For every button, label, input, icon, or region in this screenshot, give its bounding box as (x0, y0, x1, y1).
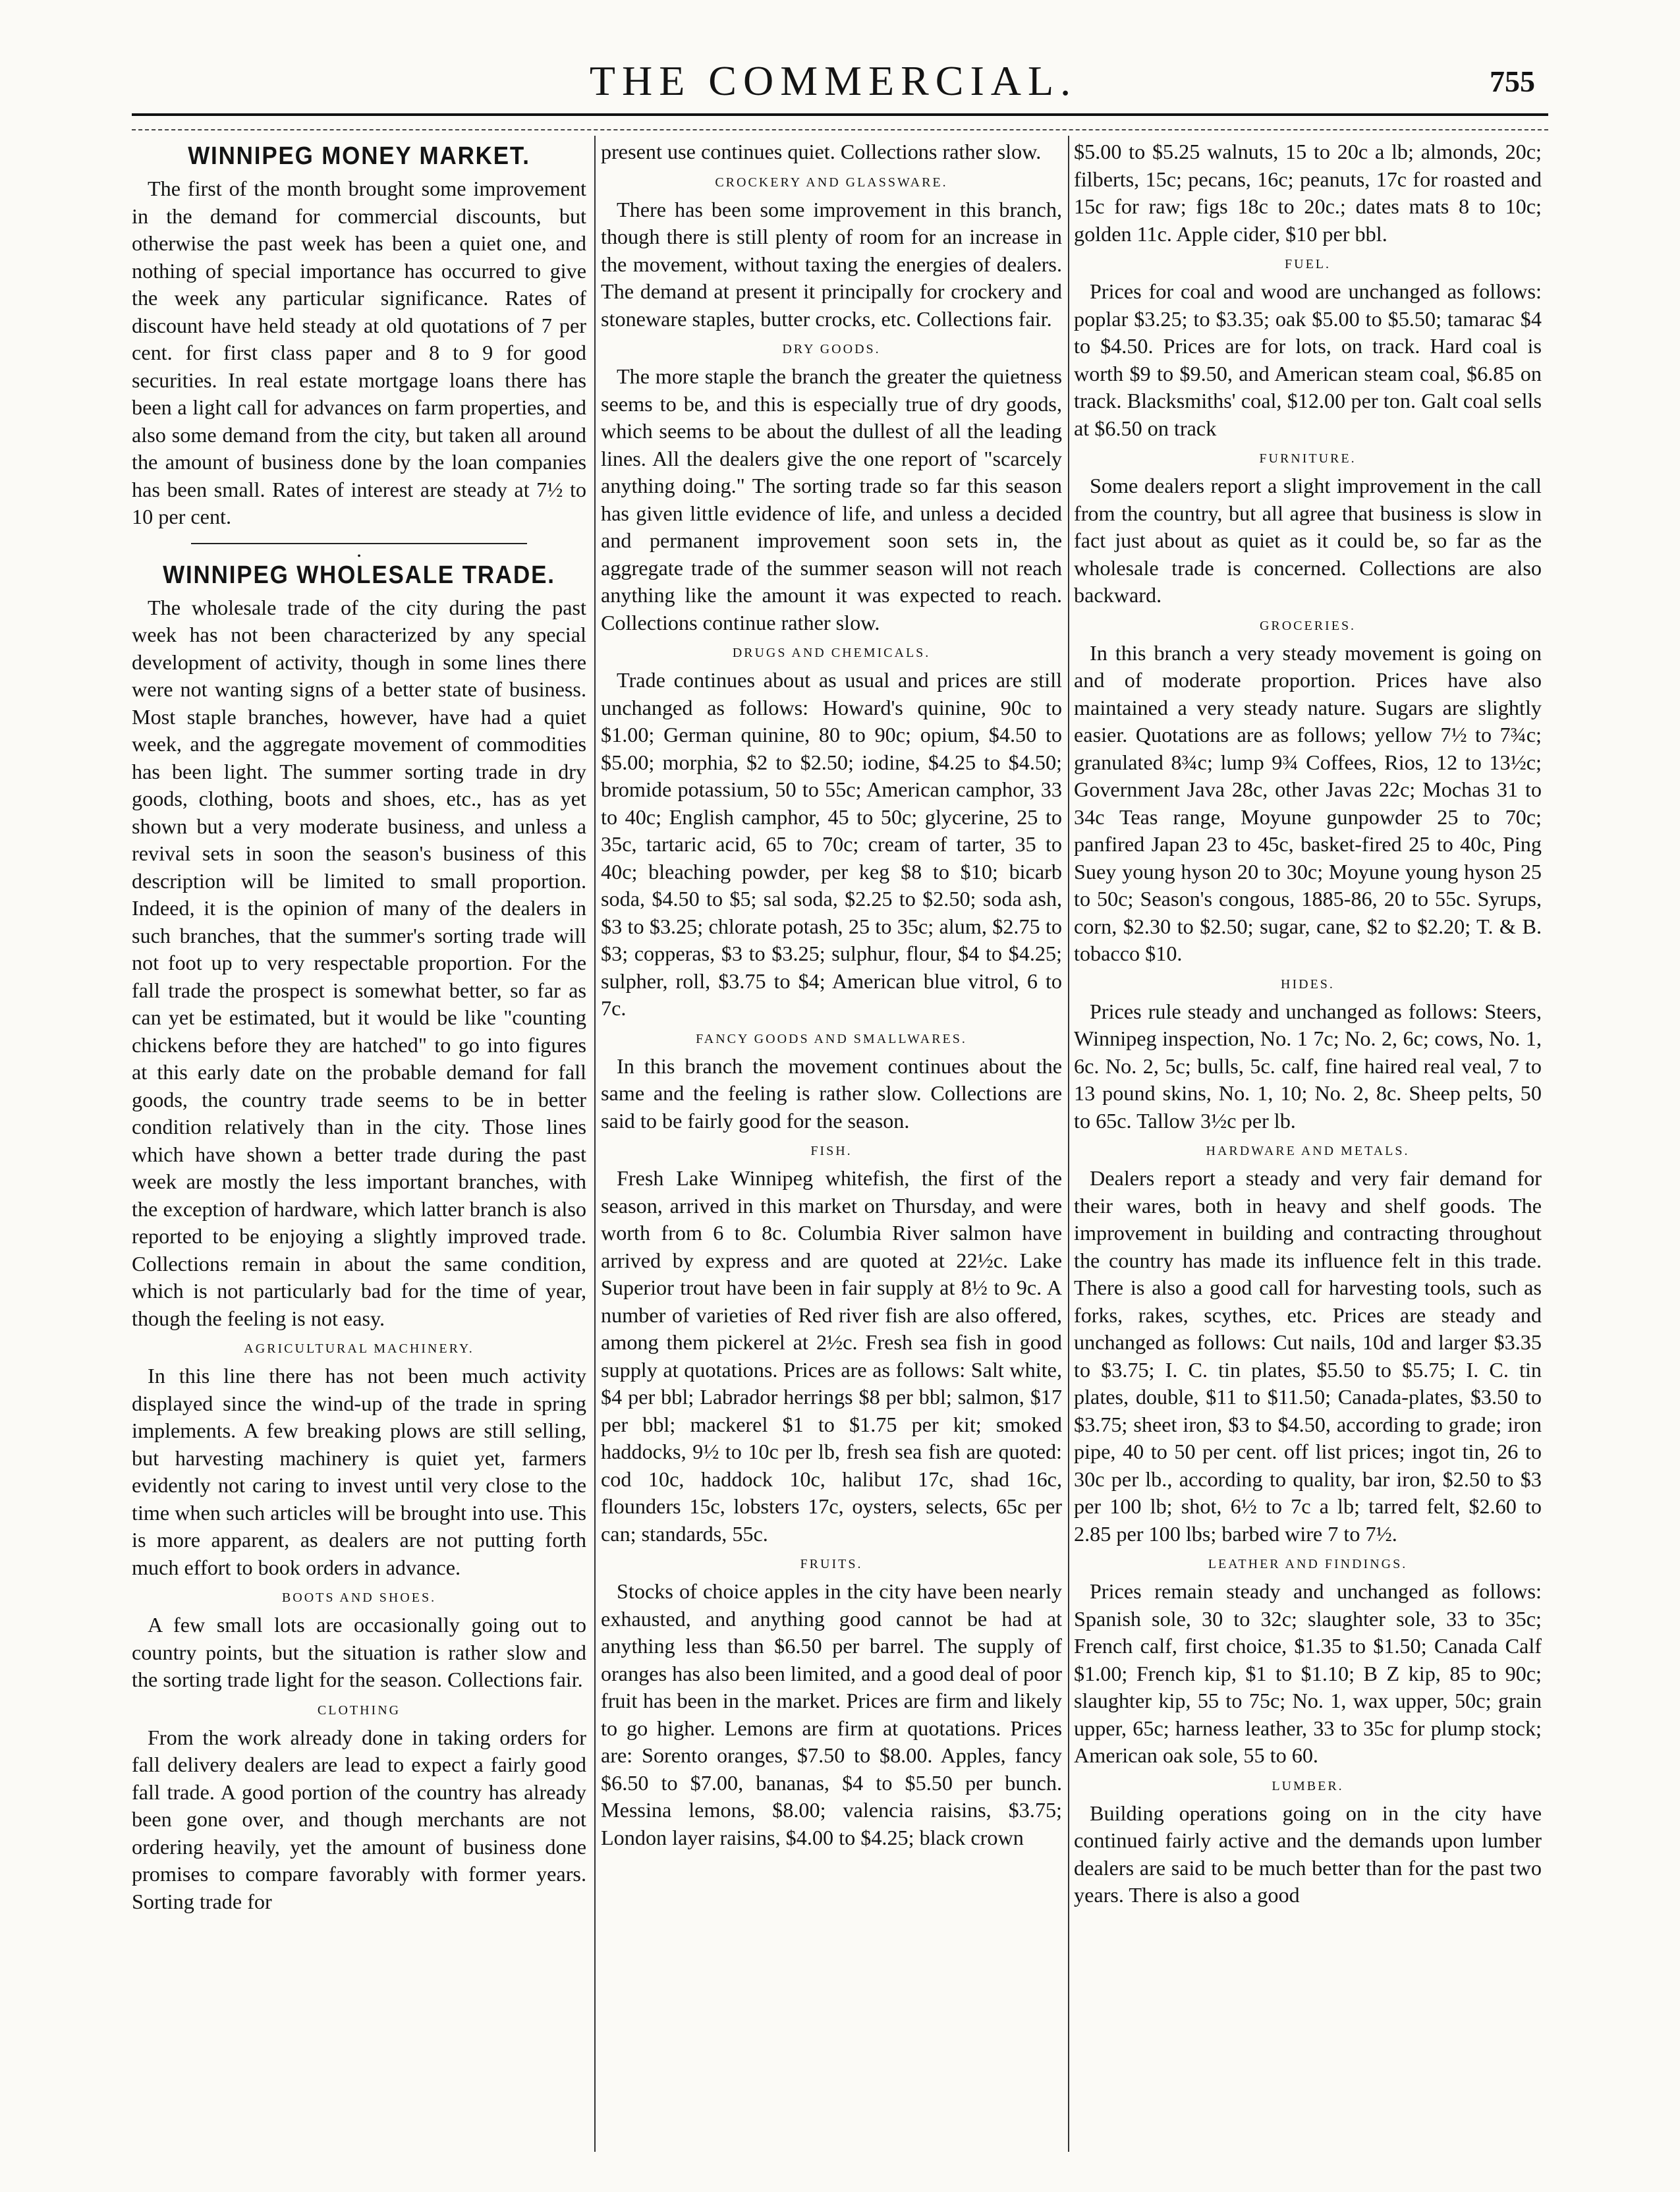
article-drugs: Trade continues about as usual and prices are still unchanged as follows: Howard's quinine, 90c to $1.00; German quinine, 80 to 90c; opium, $4.50 to $5.00; morphia, $2 to $2.50; iodine, $4.25 to $4.50; bromide potassium, 50 to 55c; American camphor, 33 to 40c; English camphor, 45 to 50c; glycerine, 25 to 35c, tartaric acid, 65 to 70c; cream of tarter, 35 to 40c; bleaching powder, per keg $8 to $10; bicarb soda, $4.50 to $5; sal soda, $2.25 to $2.50; soda ash, $3 to $3.25; chlorate potash, 25 to 35c; alum, $2.75 to $3; copperas, $3 to $3.25; sulphur, flour, $4 to $4.25; sulpher, roll, $3.75 to $4; American blue vitrol, 6 to 7c. (601, 668, 1062, 1020)
subheading-groceries: GROCERIES. (1259, 618, 1357, 633)
page-number: 755 (1490, 65, 1535, 98)
article-lumber: Building operations going on in the city have continued fairly active and the demands upon lumber dealers are said to be much better than for the past two years. There is also a good (1074, 1801, 1542, 1907)
column-divider (594, 136, 596, 2152)
section-separator (132, 539, 586, 562)
article-fruits-continued: $5.00 to $5.25 walnuts, 15 to 20c a lb; almonds, 20c; filberts, 15c; pecans, 16c; peanuts, 17c for roasted and 15c for raw; figs 18c to 20c.; dates mats 8 to 10c; golden 11c. Apple cider, $10 per bbl. (1074, 140, 1542, 246)
column-2 (601, 138, 1062, 2154)
header-rule (132, 113, 1548, 116)
article-boots-shoes: A few small lots are occasionally going out to country points, but the situation is rather slow and the sorting trade light for the season. Collections fair. (132, 1613, 586, 1691)
subheading-fuel: FUEL. (1285, 257, 1331, 271)
article-hides: Prices rule steady and unchanged as follows: Steers, Winnipeg inspection, No. 1 7c; No. 2, 6c; cows, No. 1, 6c. No. 2, 5c; bulls, 5c. calf, fine haired real veal, 7 to 13 pound skins, No. 1, 10; No. 2, 8c. Sheep pelts, 50 to 65c. Tallow 3½c per lb. (1074, 999, 1542, 1133)
subheading-boots-shoes: BOOTS AND SHOES. (281, 1590, 437, 1605)
subheading-crockery: CROCKERY AND GLASSWARE. (715, 175, 948, 190)
subheading-agricultural-machinery: AGRICULTURAL MACHINERY. (244, 1341, 474, 1356)
subheading-hardware: HARDWARE AND METALS. (1206, 1144, 1410, 1158)
masthead (132, 58, 1535, 104)
article-fruits: Stocks of choice apples in the city have been nearly exhausted, and anything good cannot be had at anything less than $6.50 per barrel. The supply of oranges has also been limited, and a good deal of poor fruit has been in the market. Prices are firm and likely to go higher. Lemons are firm at quotations. Prices are: Sorento oranges, $7.50 to $8.00. Apples, fancy $6.50 to $7.00, bananas, $4 to $5.50 per bunch. Messina lemons, $8.00; valencia raisins, $3.75; London layer raisins, $4.00 to $4.25; black crown (601, 1579, 1062, 1849)
subheading-dry-goods: DRY GOODS. (782, 342, 881, 356)
subheading-hides: HIDES. (1281, 976, 1335, 992)
article-fancy-goods: In this branch the movement continues about the same and the feeling is rather slow. Collections are said to be fairly good for the season. (601, 1054, 1062, 1133)
subheading-fancy-goods: FANCY GOODS AND SMALLWARES. (696, 1031, 967, 1046)
subheading-fruits: FRUITS. (800, 1557, 863, 1571)
article-clothing: From the work already done in taking orders for fall delivery dealers are lead to expect a fairly good fall trade. A good portion of the country has already been gone over, and though merchants are not ordering heavily, yet the amount of business done promises to compare favorably with former years. Sorting trade for (132, 1725, 586, 1913)
article-dry-goods: The more staple the branch the greater the quietness seems to be, and this is especially true of dry goods, which seems to be about the dullest of all the leading lines. All the dealers give the one report of "scarcely anything doing." The sorting trade so far this season has given little evidence of life, and unless a decided and permanent improvement soon sets in, the aggregate trade of the summer season will not reach anything like the amount it was expected to reach. Collections continue rather slow. (601, 364, 1062, 634)
heading-money-market: WINNIPEG MONEY MARKET. (188, 142, 530, 170)
subheading-lumber: LUMBER. (1272, 1778, 1344, 1793)
column-1 (132, 138, 586, 2154)
separator-ornament: • (354, 551, 364, 562)
article-fish: Fresh Lake Winnipeg whitefish, the first of the season, arrived in this market on Thursday, and were worth from 6 to 8c. Columbia River salmon have arrived by express and are quoted at 22½c. Lake Superior trout have been in fair supply at 8½ to 9c. A number of varieties of Red river fish are also offered, among them pickerel at 2½c. Fresh sea fish in good supply at quotations. Prices are as follows: Salt white, $4 per bbl; Labrador herrings $8 per bbl; salmon, $17 per bbl; mackerel $1 to $1.75 per kit; smoked haddocks, 9½ to 10c per lb, fresh sea fish are quoted: cod 10c, haddock 10c, halibut 17c, shad 16c, flounders 15c, lobsters 17c, oysters, selects, 65c per can; standards, 55c. (601, 1166, 1062, 1546)
subheading-clothing: CLOTHING (317, 1702, 401, 1718)
column-divider (1068, 136, 1069, 2152)
subheading-drugs: DRUGS AND CHEMICALS. (732, 646, 931, 660)
article-groceries: In this branch a very steady movement is going on and of moderate proportion. Prices have also maintained a very steady nature. Sugars are slightly easier. Quotations are as follows; yellow 7½ to 7¾c; granulated 8¾c; lump 9¾ Coffees, Rios, 12 to 13½c; Government Java 28c, other Javas 22c; Mochas 31 to 34c Teas range, Moyune gunpowder 25 to 70c; panfired Japan 23 to 45c, basket-fired 25 to 40c, Ping Suey young hyson 20 to 30c; Moyune young hyson 25 to 50c; Season's congous, 1885-86, 20 to 55c. Syrups, corn, $2.30 to $2.50; sugar, cane, $2 to $2.20; T. & B. tobacco $10. (1074, 640, 1542, 965)
article-money-market: The first of the month brought some improvement in the demand for commercial discounts, but otherwise the past week has been a quiet one, and nothing of special importance has occurred to give the week any particular significance. Rates of discount have held steady at old quotations of 7 per cent. for first class paper and 8 to 9 for good securities. In real estate mortgage loans there has been a light call for advances on farm properties, and also some demand from the city, but taken all around the amount of business done by the loan companies has been small. Rates of interest are steady at 7½ to 10 per cent. (132, 177, 586, 528)
header-dashed-rule (132, 129, 1548, 130)
article-clothing-continued: present use continues quiet. Collections rather slow. (601, 140, 1042, 163)
column-3 (1074, 138, 1542, 2154)
subheading-fish: FISH. (810, 1144, 853, 1158)
heading-wholesale-trade: WINNIPEG WHOLESALE TRADE. (163, 561, 555, 589)
article-crockery: There has been some improvement in this branch, though there is still plenty of room for an increase in the movement, without taxing the energies of dealers. The demand at present it principally for crockery and stoneware staples, butter crocks, etc. Collections fair. (601, 197, 1062, 331)
article-fuel: Prices for coal and wood are unchanged as follows: poplar $3.25; to $3.35; oak $5.00 to $5.50; tamarac $4 to $4.50. Prices are for lots, on track. Hard coal is worth $9 to $9.50, and American steam coal, $6.85 on track. Blacksmiths' coal, $12.00 per ton. Galt coal sells at $6.50 on track (1074, 279, 1542, 440)
article-agricultural-machinery: In this line there has not been much activity displayed since the wind-up of the trade in spring implements. A few breaking plows are still selling, but harvesting machinery is quiet yet, farmers evidently not caring to invest until very close to the time when such articles will be brought into use. This is more apparent, as dealers are not putting forth much effort to book orders in advance. (132, 1364, 586, 1579)
article-hardware: Dealers report a steady and very fair demand for their wares, both in heavy and shelf goods. The improvement in building and contracting throughout the country has made its influence felt in this trade. There is also a good call for harvesting tools, such as forks, rakes, scythes, etc. Prices are steady and unchanged as follows: Cut nails, 10d and larger $3.35 to $3.75; I. C. tin plates, $5.50 to $5.75; I. C. tin plates, double, $11 to $11.50; Canada-plates, $3.50 to $3.75; sheet iron, $3 to $4.50, according to grade; iron pipe, 40 to 50 per cent. off list prices; ingot tin, 26 to 30c per lb., according to quality, bar iron, $2.50 to $3 per 100 lb; shot, 6½ to 7c a lb; tarred felt, $2.60 to 2.85 per 100 lbs; barbed wire 7 to 7½. (1074, 1166, 1542, 1546)
newspaper-title: THE COMMERCIAL. (589, 57, 1078, 104)
article-wholesale-trade: The wholesale trade of the city during the past week has not been characterized by any special development of activity, though in some lines there were not wanting signs of a better state of business. Most staple branches, however, have had a quiet week, and the aggregate movement of commodities has been light. The summer sorting trade in dry goods, clothing, boots and shoes, etc., has as yet shown but a very moderate business, and unless a revival sets in soon the season's business of this description will be limited to small proportion. Indeed, it is the opinion of many of the dealers in such branches, that the summer's sorting trade will not foot up to very respectable proportion. For the fall trade the prospect is somewhat better, so far as can yet be estimated, but it would be like "counting chickens before they are hatched" to go into figures at this early date on the probable demand for fall goods, the country trade seems to be in better condition relatively than in the city. Those lines which have shown a better trade during the past week are mostly the less important branches, with the exception of hardware, which latter branch is also reported to be enjoying a slightly improved trade. Collections remain in about the same condition, which is not particularly bad for the time of year, though the feeling is not easy. (132, 595, 586, 1330)
article-furniture: Some dealers report a slight improvement in the call from the country, but all agree that business is slow in fact just about as quiet as it could be, so far as the wholesale trade is concerned. Collections are also backward. (1074, 474, 1542, 607)
subheading-furniture: FURNITURE. (1259, 451, 1357, 466)
subheading-leather: LEATHER AND FINDINGS. (1208, 1557, 1408, 1571)
article-leather: Prices remain steady and unchanged as follows: Spanish sole, 30 to 32c; slaughter sole, 33 to 35c; French calf, first choice, $1.35 to $1.50; Canada Calf $1.00; French kip, $1 to $1.10; B Z kip, 85 to 90c; slaughter kip, 55 to 75c; No. 1, wax upper, 50c; grain upper, 65c; harness leather, 33 to 35c for plump stock; American oak sole, 55 to 60. (1074, 1579, 1542, 1767)
